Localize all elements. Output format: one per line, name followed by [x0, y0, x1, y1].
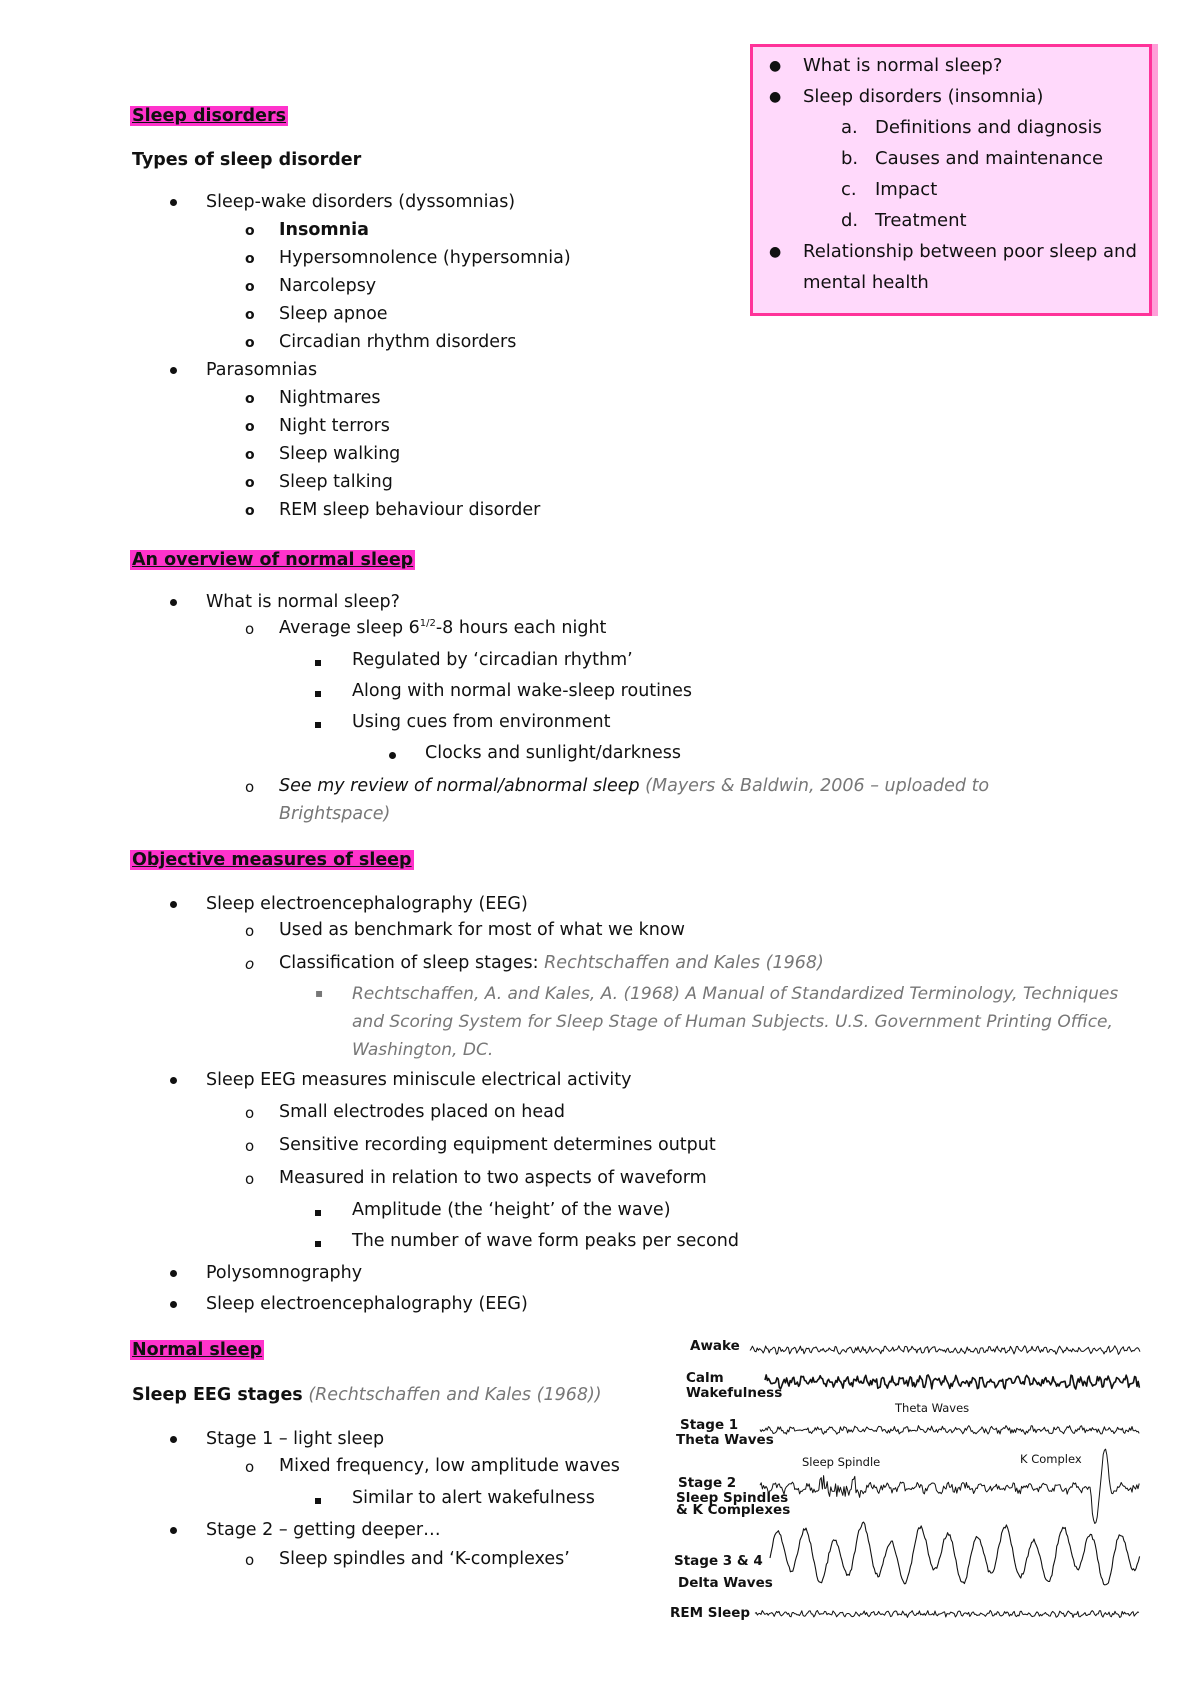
subheading-eeg-stages [132, 1385, 602, 1405]
subheading-types: Types of sleep disorder [132, 150, 362, 170]
list-item: Stage 1 – light sleep [206, 1429, 385, 1449]
o-bullet-icon: o [245, 419, 255, 435]
bullet-icon [170, 599, 177, 606]
bullet-icon [170, 1077, 177, 1084]
o-bullet-icon: o [245, 922, 255, 940]
list-item-average-sleep [279, 618, 606, 638]
o-bullet-icon: o [245, 503, 255, 519]
list-item: What is normal sleep? [206, 592, 400, 612]
eeg-label-rem-sleep: REM Sleep [670, 1605, 751, 1621]
list-item: Mixed frequency, low amplitude waves [279, 1456, 620, 1476]
list-item: Insomnia [279, 220, 369, 240]
eeg-trace-stage-1 [760, 1426, 1139, 1435]
agenda-subitem-marker: d. [841, 210, 859, 231]
list-item: Hypersomnolence (hypersomnia) [279, 248, 571, 268]
eeg-stages-label: Sleep EEG stages [132, 1385, 303, 1405]
list-item: Small electrodes placed on head [279, 1102, 565, 1122]
list-item: Similar to alert wakefulness [352, 1488, 595, 1508]
o-bullet-icon: o [245, 778, 255, 796]
list-item: Sleep talking [279, 472, 393, 492]
list-item: Using cues from environment [352, 712, 611, 732]
eeg-label-stage-3-4: Stage 3 & 4 [674, 1553, 763, 1569]
o-bullet-icon: o [245, 1137, 255, 1155]
eeg-label-delta-waves: Delta Waves [678, 1575, 773, 1591]
list-item: Circadian rhythm disorders [279, 332, 517, 352]
square-bullet-icon [315, 1241, 321, 1247]
list-item: REM sleep behaviour disorder [279, 500, 541, 520]
list-item: Sleep electroencephalography (EEG) [206, 1294, 528, 1314]
list-item: Measured in relation to two aspects of waveform [279, 1168, 707, 1188]
square-bullet-icon: ▪ [315, 986, 324, 1000]
list-item: Sleep apnoe [279, 304, 388, 324]
eeg-trace-stage-3-4 [770, 1522, 1140, 1585]
bullet-icon [170, 1436, 177, 1443]
o-bullet-icon: o [245, 279, 255, 295]
agenda-subitem-marker: b. [841, 148, 859, 169]
bullet-icon [170, 1301, 177, 1308]
bullet-icon [170, 199, 177, 206]
o-bullet-icon: o [245, 251, 255, 267]
agenda-subitem-marker: c. [841, 179, 857, 200]
list-item: Clocks and sunlight/darkness [425, 743, 681, 763]
section-heading-overview: An overview of normal sleep [132, 550, 414, 570]
o-bullet-icon: o [245, 1551, 255, 1569]
bullet-icon: ● [769, 89, 782, 105]
list-item: Night terrors [279, 416, 390, 436]
bullet-icon [170, 1270, 177, 1277]
agenda-subitem: Definitions and diagnosis [875, 117, 1102, 138]
agenda-subitem: Treatment [875, 210, 967, 231]
average-sleep-text-end: -8 hours each night [435, 618, 607, 638]
o-bullet-icon: o [245, 223, 255, 239]
o-bullet-icon: o [245, 391, 255, 407]
bullet-icon [170, 1527, 177, 1534]
eeg-label-sleep-spindles: Sleep Spindles [676, 1490, 789, 1506]
o-bullet-icon: o [245, 620, 255, 638]
review-note-citation: (Mayers & Baldwin, 2006 – uploaded to [645, 776, 990, 796]
square-bullet-icon [315, 1210, 321, 1216]
section-heading-normal-sleep: Normal sleep [132, 1340, 263, 1360]
list-item: Sleep spindles and ‘K-complexes’ [279, 1549, 570, 1569]
o-bullet-icon: o [245, 307, 255, 323]
classification-citation: Rechtschaffen and Kales (1968) [544, 953, 824, 973]
list-item: The number of wave form peaks per second [352, 1231, 739, 1251]
bullet-icon [170, 367, 177, 374]
list-item: Polysomnography [206, 1263, 363, 1283]
o-bullet-icon: o [245, 1170, 255, 1188]
list-item: Sleep electroencephalography (EEG) [206, 894, 528, 914]
eeg-trace-awake [750, 1346, 1140, 1355]
eeg-trace-calm-wakefulness [765, 1375, 1139, 1389]
o-bullet-icon: o [245, 335, 255, 351]
square-bullet-icon [315, 660, 321, 666]
eeg-label-theta-waves: Theta Waves [676, 1432, 774, 1448]
bullet-icon: ● [769, 244, 782, 260]
eeg-label-theta-waves-annotation: Theta Waves [895, 1401, 970, 1415]
list-item: Amplitude (the ‘height’ of the wave) [352, 1200, 671, 1220]
eeg-label-stage-1: Stage 1 [680, 1417, 739, 1433]
agenda-subitem: Impact [875, 179, 938, 200]
review-note [279, 776, 989, 796]
eeg-trace-rem-sleep [755, 1610, 1139, 1617]
agenda-box [750, 44, 1152, 316]
eeg-label-wakefulness: Wakefulness [686, 1385, 783, 1401]
review-note-citation-continued: Brightspace) [279, 804, 391, 824]
bullet-icon: ● [769, 58, 782, 74]
eeg-label-sleep-spindle: Sleep Spindle [802, 1455, 881, 1469]
agenda-item-continued: mental health [803, 272, 929, 293]
eeg-label-k-complexes: & K Complexes [676, 1502, 791, 1518]
list-item: Nightmares [279, 388, 381, 408]
agenda-subitem-marker: a. [841, 117, 858, 138]
o-bullet-icon: o [245, 1104, 255, 1122]
list-item: Sleep walking [279, 444, 401, 464]
eeg-label-awake: Awake [690, 1338, 740, 1354]
agenda-item: Sleep disorders (insomnia) [803, 86, 1044, 107]
section-heading-objective: Objective measures of sleep [132, 850, 412, 870]
bullet-icon [389, 752, 396, 759]
list-item: Sleep EEG measures miniscule electrical activity [206, 1070, 632, 1090]
list-item: Stage 2 – getting deeper… [206, 1520, 441, 1540]
list-item: Along with normal wake-sleep routines [352, 681, 692, 701]
classification-label: Classification of sleep stages: [279, 953, 539, 973]
o-bullet-icon: o [245, 1458, 255, 1476]
reference-line: Rechtschaffen, A. and Kales, A. (1968) A Manual of Standardized Terminology, Techniques [352, 984, 1119, 1004]
list-item: Parasomnias [206, 360, 318, 380]
list-item: Sensitive recording equipment determines output [279, 1135, 716, 1155]
reference-line: and Scoring System for Sleep Stage of Human Subjects. U.S. Government Printing Office, [352, 1012, 1113, 1032]
bullet-icon [170, 901, 177, 908]
square-bullet-icon [315, 722, 321, 728]
section-heading-sleep-disorders: Sleep disorders [132, 106, 286, 126]
list-item: Regulated by ‘circadian rhythm’ [352, 650, 633, 670]
average-sleep-text: Average sleep 6 [279, 618, 420, 638]
list-item: Narcolepsy [279, 276, 377, 296]
agenda-subitem: Causes and maintenance [875, 148, 1104, 169]
eeg-label-k-complex: K Complex [1020, 1452, 1082, 1466]
review-note-italic: See my review of normal/abnormal sleep [279, 776, 640, 796]
agenda-item: Relationship between poor sleep and [803, 241, 1137, 262]
o-bullet-icon: o [245, 955, 255, 973]
eeg-stages-figure [670, 1330, 1160, 1640]
fraction-superscript: 1/2 [419, 618, 436, 630]
eeg-label-calm: Calm [686, 1370, 724, 1386]
list-item: Sleep-wake disorders (dyssomnias) [206, 192, 516, 212]
list-item: Used as benchmark for most of what we know [279, 920, 685, 940]
agenda-item: What is normal sleep? [803, 55, 1003, 76]
square-bullet-icon [315, 691, 321, 697]
eeg-stages-citation: (Rechtschaffen and Kales (1968)) [308, 1385, 602, 1405]
o-bullet-icon: o [245, 447, 255, 463]
list-item-classification [279, 953, 824, 973]
o-bullet-icon: o [245, 475, 255, 491]
eeg-label-stage-2: Stage 2 [678, 1475, 737, 1491]
reference-line: Washington, DC. [352, 1040, 494, 1060]
square-bullet-icon [315, 1498, 321, 1504]
